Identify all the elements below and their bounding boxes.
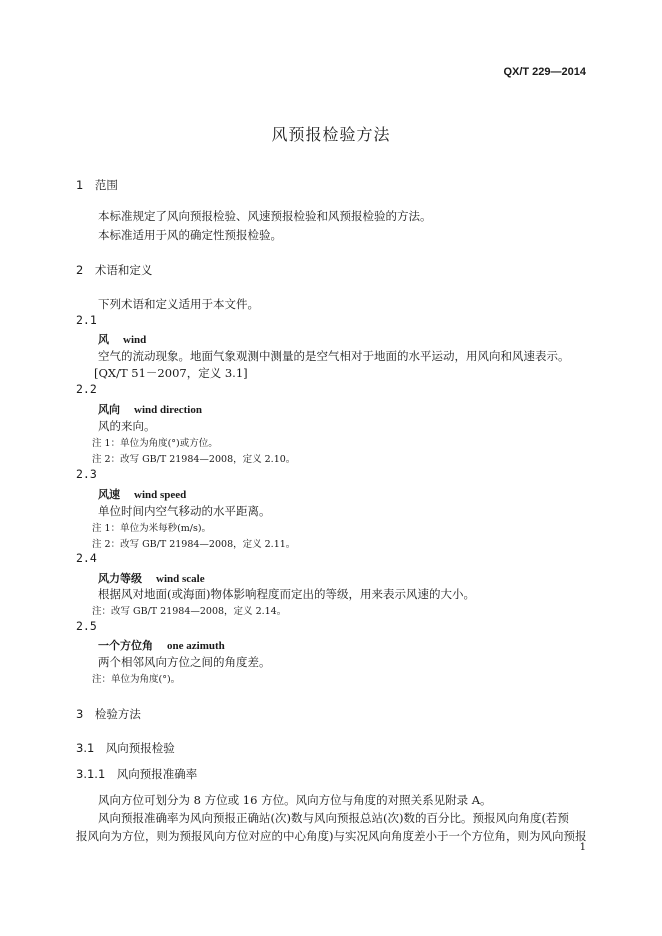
term-title [98, 486, 186, 502]
term-note: 注：改写 GB/T 21984—2008，定义 2.14。 [92, 606, 287, 617]
term-zh: 一个方位角 [98, 639, 153, 652]
term-number: 2.4 [76, 551, 97, 565]
term-definition: 根据风对地面(或海面)物体影响程度而定出的等级，用来表示风速的大小。 [98, 587, 475, 601]
term-title [98, 331, 146, 347]
term-zh: 风力等级 [98, 572, 142, 585]
term-en: one azimuth [167, 640, 225, 652]
section-heading-methods: 3 检验方法 [76, 707, 141, 721]
term-title [98, 637, 225, 653]
term-en: wind direction [134, 404, 202, 416]
term-zh: 风 [98, 333, 109, 346]
paragraph: 下列术语和定义适用于本文件。 [98, 297, 259, 311]
section-heading-terms: 2 术语和定义 [76, 263, 153, 277]
term-number: 2.5 [76, 619, 97, 633]
term-note: 注 2：改写 GB/T 21984—2008，定义 2.10。 [92, 454, 296, 465]
term-definition: 两个相邻风向方位之间的角度差。 [98, 655, 271, 669]
term-source: [QX/T 51－2007，定义 3.1] [94, 366, 248, 380]
term-en: wind scale [156, 573, 205, 585]
term-note: 注 1：单位为角度(°)或方位。 [92, 438, 218, 449]
term-number: 2.1 [76, 313, 97, 327]
term-note: 注 2：改写 GB/T 21984—2008，定义 2.11。 [92, 539, 296, 550]
paragraph: 本标准适用于风的确定性预报检验。 [98, 228, 282, 242]
paragraph: 本标准规定了风向预报检验、风速预报检验和风预报检验的方法。 [98, 209, 432, 223]
page-title: 风预报检验方法 [271, 125, 391, 144]
term-title [98, 401, 202, 417]
term-title [98, 570, 205, 586]
term-number: 2.3 [76, 467, 97, 481]
term-note: 注 1：单位为米每秒(m/s)。 [92, 523, 212, 534]
term-definition: 空气的流动现象。地面气象观测中测量的是空气相对于地面的水平运动，用风向和风速表示。 [98, 349, 570, 363]
section-heading-scope: 1 范围 [76, 178, 118, 192]
term-note: 注：单位为角度(°)。 [92, 674, 181, 685]
term-definition: 风的来向。 [98, 419, 156, 433]
term-en: wind speed [134, 489, 187, 501]
paragraph-continuation: 报风向为方位，则为预报风向方位对应的中心角度)与实况风向角度差小于一个方位角，则为风向预报 [76, 829, 587, 843]
subsubsection-heading: 3.1.1 风向预报准确率 [76, 767, 198, 781]
term-definition: 单位时间内空气移动的水平距离。 [98, 504, 271, 518]
paragraph: 风向预报准确率为风向预报正确站(次)数与风向预报总站(次)数的百分比。预报风向角度(若预 [98, 811, 569, 825]
paragraph: 风向方位可划分为 8 方位或 16 方位。风向方位与角度的对照关系见附录 A。 [98, 793, 492, 807]
page-number: 1 [579, 842, 586, 853]
term-zh: 风速 [98, 488, 120, 501]
term-en: wind [123, 334, 147, 346]
subsection-heading: 3.1 风向预报检验 [76, 741, 175, 755]
term-zh: 风向 [98, 403, 120, 416]
term-number: 2.2 [76, 382, 97, 396]
standard-number: QX/T 229—2014 [503, 66, 586, 78]
